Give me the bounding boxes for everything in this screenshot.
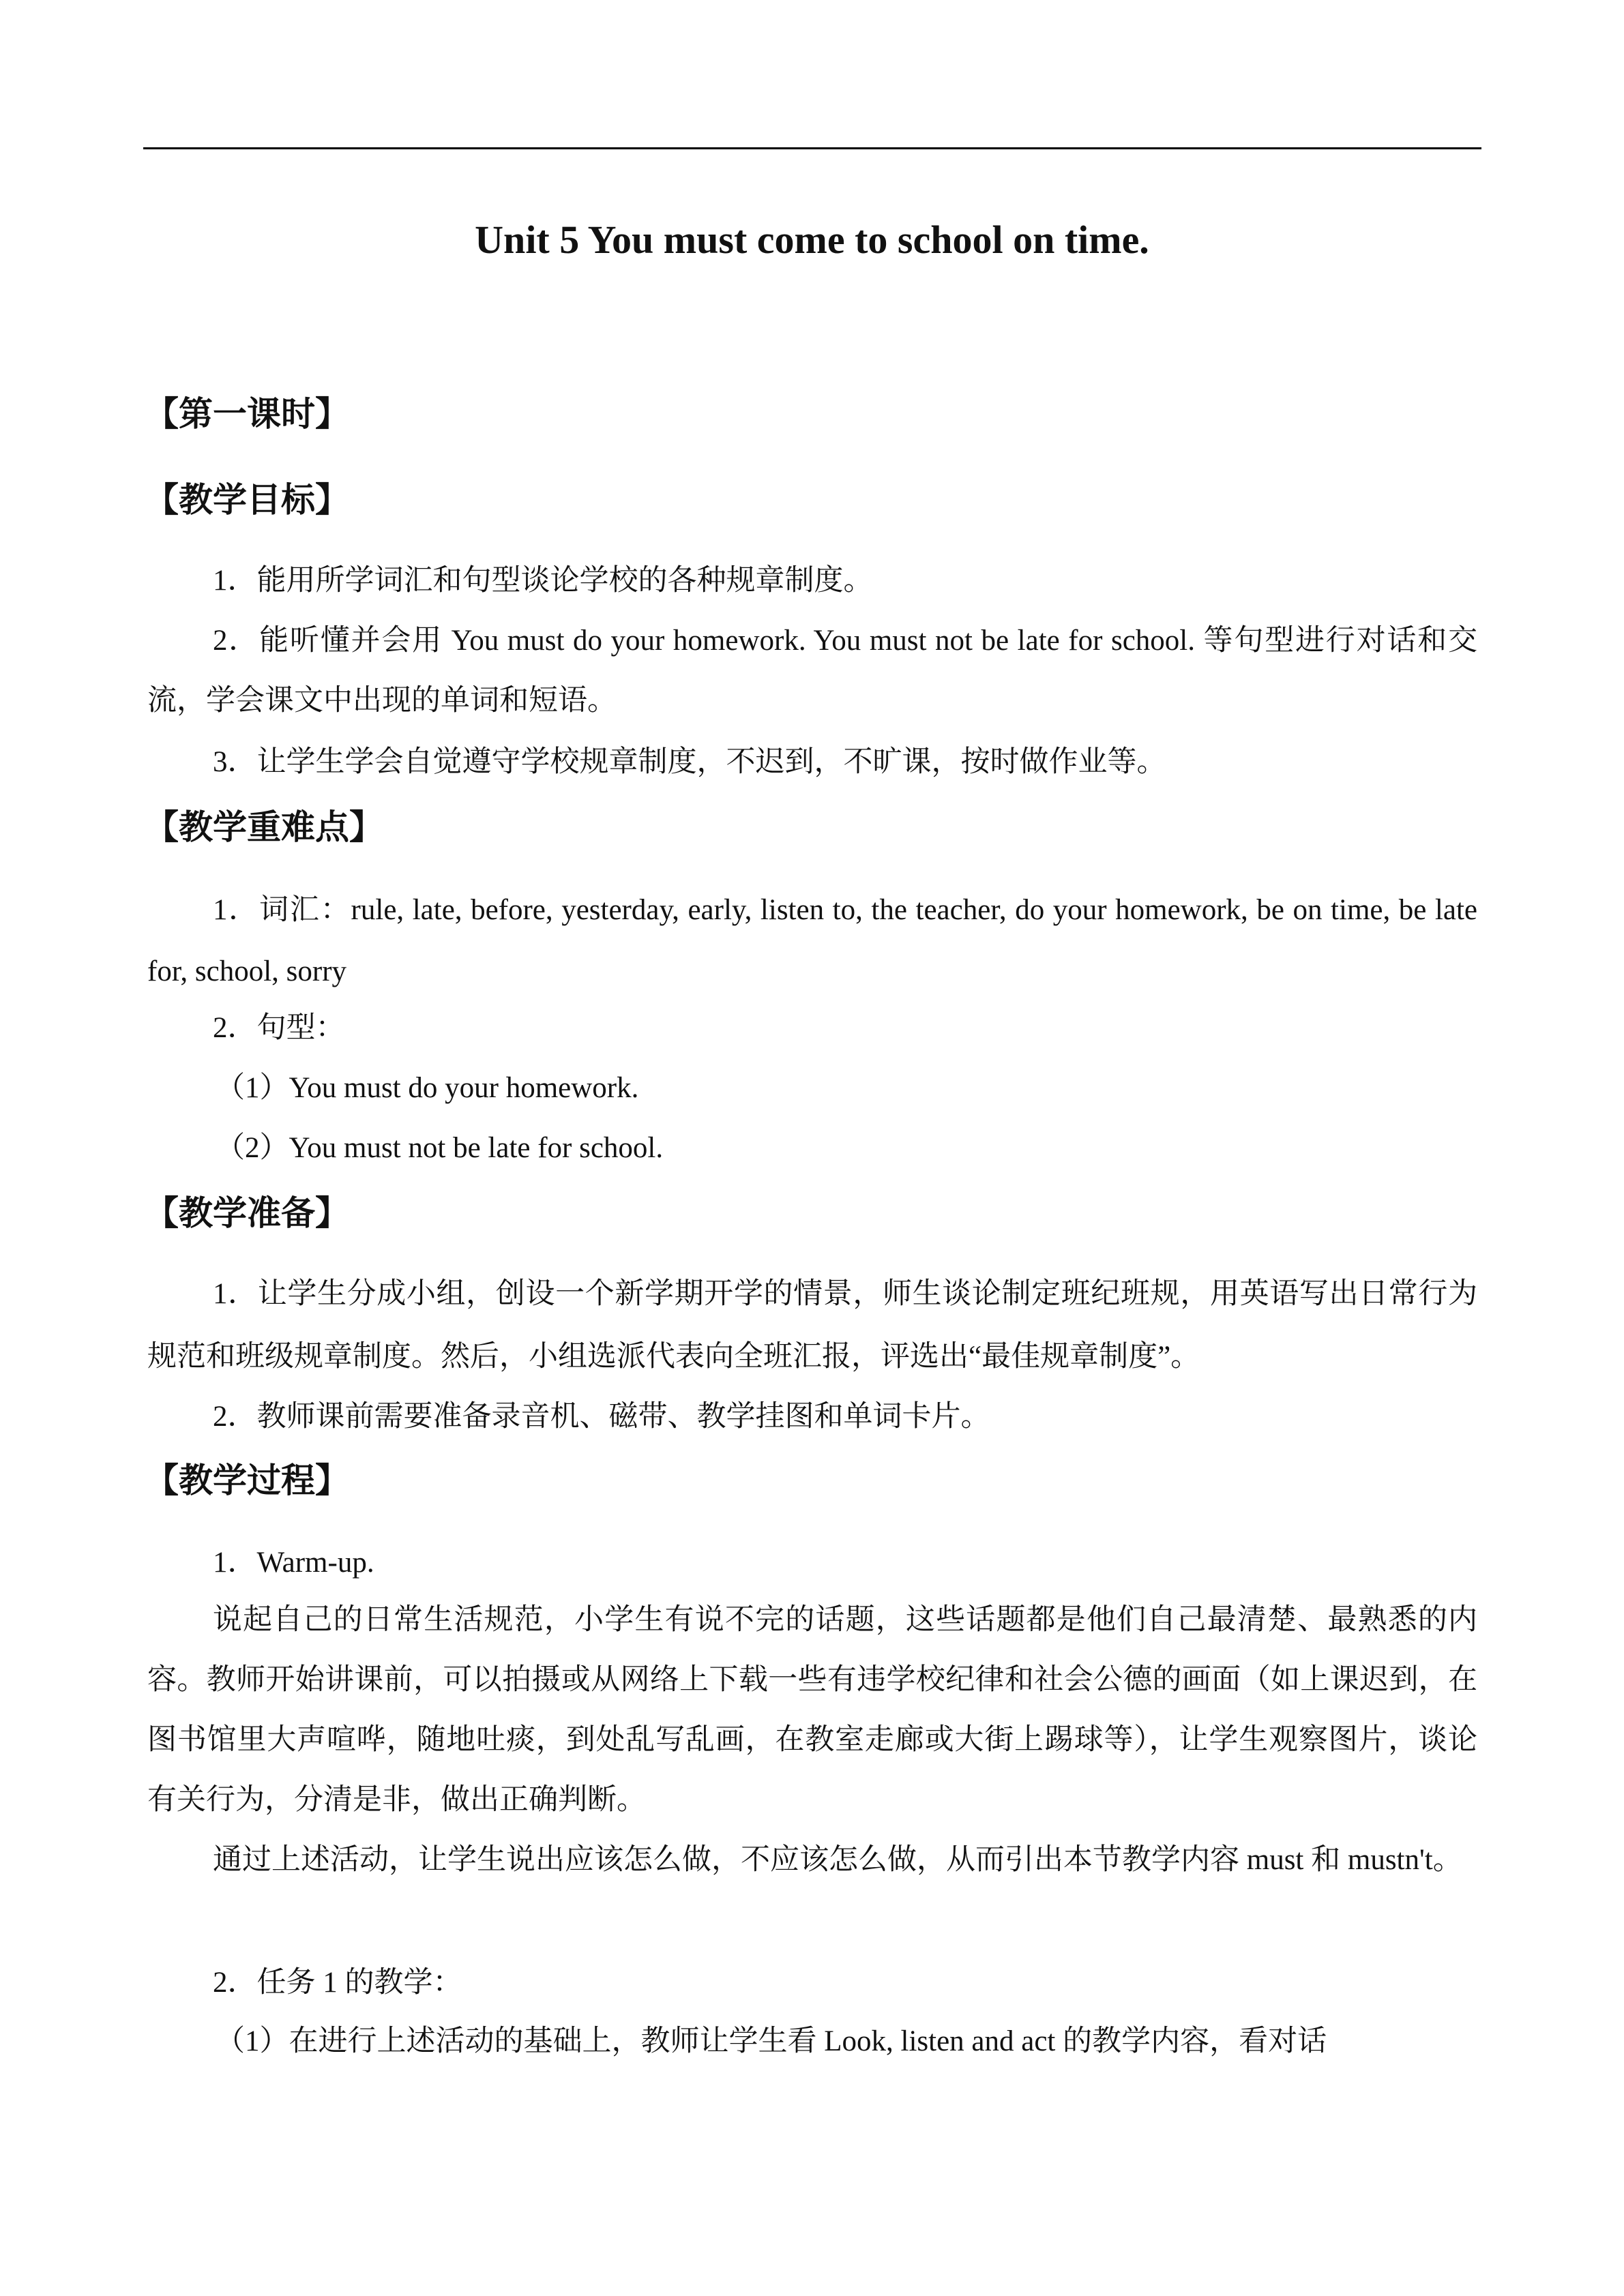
key-vocabulary: 1．词汇：rule, late, before, yesterday, early, listen to, the teacher, do your homework, be on time, be late for, school, sorry (147, 894, 1477, 987)
sentence-1: （1）You must do your homework. (216, 1072, 639, 1104)
preparation-1: 1．让学生分成小组，创设一个新学期开学的情景，师生谈论制定班纪班规，用英语写出日常行为规范和班级规章制度。然后，小组选派代表向全班汇报，评选出“最佳规章制度”。 (147, 1278, 1477, 1373)
process-warmup-text: 说起自己的日常生活规范，小学生有说不完的话题，这些话题都是他们自己最清楚、最熟悉的内容。教师开始讲课前，可以拍摄或从网络上下载一些有违学校纪律和社会公德的画面（如上课迟到，在图书馆里大声喧哗，随地吐痰，到处乱写乱画，在教室走廊或大街上踢球等），让学生观察图片，谈论有关行为，分清是非，做出正确判断。 (147, 1604, 1477, 1816)
document-title: Unit 5 You must come to school on time. (475, 218, 1149, 262)
heading-preparation: 【教学准备】 (145, 1193, 349, 1233)
header-rule (143, 147, 1481, 149)
objective-1: 1．能用所学词汇和句型谈论学校的各种规章制度。 (213, 565, 873, 597)
objective-2: 2．能听懂并会用 You must do your homework. You must not be late for school. 等句型进行对话和交流，学会课文中出现的单词和短语。 (147, 625, 1477, 717)
objective-3: 3．让学生学会自觉遵守学校规章制度，不迟到，不旷课，按时做作业等。 (213, 746, 1166, 778)
key-sentences-label: 2．句型： (213, 1012, 345, 1044)
process-lead-in: 通过上述活动，让学生说出应该怎么做，不应该怎么做，从而引出本节教学内容 must 和 mustn't。 (213, 1844, 1462, 1876)
process-task1-step1: （1）在进行上述活动的基础上，教师让学生看 Look, listen and act 的教学内容，看对话 (216, 2025, 1327, 2057)
sentence-2: （2）You must not be late for school. (216, 1132, 664, 1164)
heading-lesson: 【第一课时】 (145, 394, 349, 434)
process-task1: 2．任务 1 的教学： (213, 1967, 462, 1999)
heading-process: 【教学过程】 (145, 1461, 349, 1500)
process-warmup: 1．Warm-up. (213, 1547, 374, 1579)
preparation-2: 2．教师课前需要准备录音机、磁带、教学挂图和单词卡片。 (213, 1401, 990, 1433)
heading-key-points: 【教学重难点】 (145, 807, 383, 847)
heading-objectives: 【教学目标】 (145, 480, 349, 520)
